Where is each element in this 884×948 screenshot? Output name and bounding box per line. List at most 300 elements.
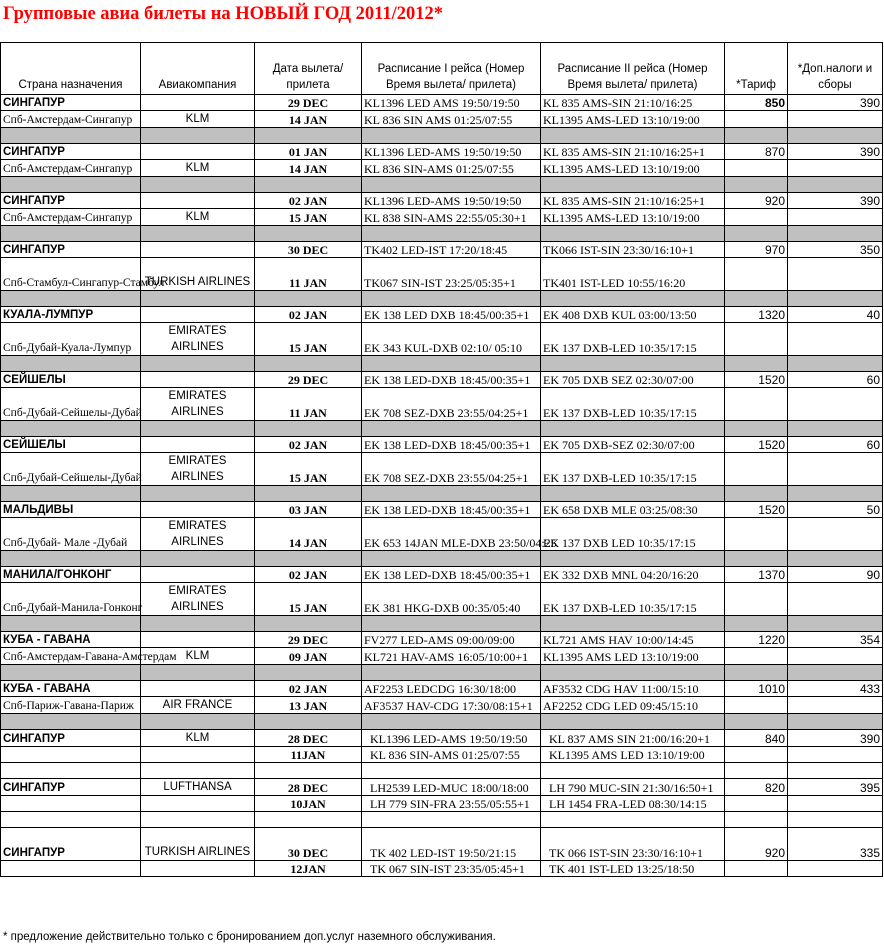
return-date-cell: 13 JAN — [255, 697, 362, 714]
separator-cell — [255, 714, 362, 730]
tariff-cell: 1220 — [725, 632, 788, 648]
fare-row — [1, 779, 883, 796]
departure-date-cell: 29 DEC — [255, 95, 362, 111]
tariff-cell — [725, 861, 788, 877]
schedule-2-outbound-cell: LH 790 MUC-SIN 21:30/16:50+1 — [541, 779, 725, 796]
destination-cell: МАНИЛА/ГОНКОНГ — [1, 567, 141, 583]
schedule-1-return-cell: LH 779 SIN-FRA 23:55/05:55+1 — [362, 796, 541, 812]
tax-cell — [788, 796, 883, 812]
separator-cell — [141, 128, 255, 144]
fare-row — [1, 95, 883, 111]
separator-row — [1, 486, 883, 502]
separator-cell — [725, 616, 788, 632]
separator-cell — [725, 551, 788, 567]
schedule-1-outbound-cell: EK 138 LED-DXB 18:45/00:35+1 — [362, 567, 541, 583]
separator-cell — [255, 763, 362, 779]
tax-cell — [788, 453, 883, 486]
separator-cell — [255, 421, 362, 437]
separator-cell — [1, 551, 141, 567]
tax-cell: 50 — [788, 502, 883, 518]
separator-cell — [362, 714, 541, 730]
airline-cell — [141, 193, 255, 209]
separator-cell — [362, 763, 541, 779]
header-schedule-1: Расписание I рейса (Номер Время вылета/ прилета) — [362, 43, 541, 95]
separator-cell — [1, 763, 141, 779]
schedule-1-return-cell: TK 067 SIN-IST 23:35/05:45+1 — [362, 861, 541, 877]
fare-row — [1, 209, 883, 226]
separator-cell — [725, 486, 788, 502]
separator-cell — [362, 226, 541, 242]
separator-cell — [541, 812, 725, 828]
fare-row — [1, 730, 883, 747]
fare-row — [1, 518, 883, 551]
route-cell: Спб-Стамбул-Сингапур-Стамбул — [1, 258, 141, 291]
route-cell: Спб-Амстердам-Сингапур — [1, 111, 141, 128]
tax-cell: 390 — [788, 193, 883, 209]
return-date-cell: 15 JAN — [255, 323, 362, 356]
route-cell: Спб-Дубай- Мале -Дубай — [1, 518, 141, 551]
separator-cell — [255, 226, 362, 242]
destination-cell: КУАЛА-ЛУМПУР — [1, 307, 141, 323]
separator-cell — [1, 128, 141, 144]
airline-cell — [141, 861, 255, 877]
return-date-cell: 14 JAN — [255, 111, 362, 128]
tax-cell — [788, 697, 883, 714]
page-title: Групповые авиа билеты на НОВЫЙ ГОД 2011/2012* — [3, 4, 444, 24]
tax-cell — [788, 111, 883, 128]
fare-row — [1, 861, 883, 877]
departure-date-cell: 28 DEC — [255, 730, 362, 747]
airline-cell: KLM — [141, 209, 255, 226]
schedule-1-outbound-cell: KL1396 LED-AMS 19:50/19:50 — [362, 144, 541, 160]
schedule-1-outbound-cell: KL1396 LED-AMS 19:50/19:50 — [362, 730, 541, 747]
separator-cell — [362, 486, 541, 502]
separator-row — [1, 177, 883, 193]
tax-cell: 390 — [788, 95, 883, 111]
schedule-1-return-cell: EK 708 SEZ-DXB 23:55/04:25+1 — [362, 453, 541, 486]
separator-cell — [1, 616, 141, 632]
separator-cell — [362, 812, 541, 828]
schedule-1-return-cell: EK 653 14JAN MLE-DXB 23:50/04:25 — [362, 518, 541, 551]
tax-cell: 354 — [788, 632, 883, 648]
separator-cell — [1, 177, 141, 193]
route-cell — [1, 861, 141, 877]
tax-cell: 40 — [788, 307, 883, 323]
tariff-cell — [725, 323, 788, 356]
airline-cell: KLM — [141, 730, 255, 747]
separator-cell — [788, 714, 883, 730]
separator-cell — [788, 763, 883, 779]
separator-cell — [141, 226, 255, 242]
schedule-1-return-cell: KL 836 SIN-AMS 01:25/07:55 — [362, 747, 541, 763]
separator-cell — [1, 486, 141, 502]
separator-row — [1, 665, 883, 681]
tariff-cell: 1320 — [725, 307, 788, 323]
separator-cell — [725, 763, 788, 779]
separator-cell — [362, 551, 541, 567]
separator-cell — [541, 763, 725, 779]
schedule-2-outbound-cell: TK 066 IST-SIN 23:30/16:10+1 — [541, 828, 725, 861]
departure-date-cell: 29 DEC — [255, 372, 362, 388]
separator-cell — [141, 616, 255, 632]
tax-cell: 60 — [788, 372, 883, 388]
separator-cell — [141, 421, 255, 437]
airline-cell — [141, 437, 255, 453]
separator-cell — [541, 486, 725, 502]
return-date-cell: 11JAN — [255, 747, 362, 763]
destination-cell: СИНГАПУР — [1, 730, 141, 747]
tax-cell — [788, 861, 883, 877]
tariff-cell: 1010 — [725, 681, 788, 697]
return-date-cell: 11 JAN — [255, 388, 362, 421]
schedule-2-return-cell: KL1395 AMS-LED 13:10/19:00 — [541, 160, 725, 177]
route-cell: Спб-Дубай-Сейшелы-Дубай — [1, 453, 141, 486]
route-cell: Спб-Амстердам-Сингапур — [1, 160, 141, 177]
schedule-1-return-cell: TK067 SIN-IST 23:25/05:35+1 — [362, 258, 541, 291]
destination-cell: СИНГАПУР — [1, 242, 141, 258]
schedule-2-outbound-cell: KL721 AMS HAV 10:00/14:45 — [541, 632, 725, 648]
separator-cell — [141, 763, 255, 779]
schedule-2-return-cell: AF2252 CDG LED 09:45/15:10 — [541, 697, 725, 714]
tax-cell: 90 — [788, 567, 883, 583]
separator-cell — [725, 714, 788, 730]
destination-cell: МАЛЬДИВЫ — [1, 502, 141, 518]
separator-row — [1, 763, 883, 779]
departure-date-cell: 30 DEC — [255, 242, 362, 258]
airline-cell: KLM — [141, 160, 255, 177]
separator-cell — [1, 714, 141, 730]
schedule-2-outbound-cell: KL 835 AMS-SIN 21:10/16:25 — [541, 95, 725, 111]
schedule-1-return-cell: KL721 HAV-AMS 16:05/10:00+1 — [362, 648, 541, 665]
separator-cell — [725, 665, 788, 681]
separator-cell — [541, 356, 725, 372]
tax-cell: 390 — [788, 144, 883, 160]
tax-cell — [788, 209, 883, 226]
fare-row — [1, 388, 883, 421]
tariff-cell: 970 — [725, 242, 788, 258]
tax-cell: 433 — [788, 681, 883, 697]
schedule-2-return-cell: KL1395 AMS-LED 13:10/19:00 — [541, 111, 725, 128]
tax-cell: 60 — [788, 437, 883, 453]
route-cell: Спб-Дубай-Куала-Лумпур — [1, 323, 141, 356]
header-schedule-2: Расписание II рейса (Номер Время вылета/ прилета) — [541, 43, 725, 95]
schedule-2-return-cell: EK 137 DXB-LED 10:35/17:15 — [541, 323, 725, 356]
departure-date-cell: 02 JAN — [255, 681, 362, 697]
separator-cell — [141, 665, 255, 681]
tax-cell: 350 — [788, 242, 883, 258]
airline-cell: AIR FRANCE — [141, 697, 255, 714]
schedule-2-return-cell: KL1395 AMS LED 13:10/19:00 — [541, 648, 725, 665]
tariff-cell — [725, 648, 788, 665]
separator-cell — [541, 421, 725, 437]
tariff-cell — [725, 518, 788, 551]
separator-cell — [141, 714, 255, 730]
schedule-2-return-cell: EK 137 DXB LED 10:35/17:15 — [541, 518, 725, 551]
airline-cell — [141, 502, 255, 518]
header-row — [1, 43, 883, 95]
separator-cell — [541, 665, 725, 681]
schedule-1-outbound-cell: KL1396 LED AMS 19:50/19:50 — [362, 95, 541, 111]
schedule-1-outbound-cell: AF2253 LEDCDG 16:30/18:00 — [362, 681, 541, 697]
separator-cell — [141, 486, 255, 502]
separator-cell — [1, 356, 141, 372]
separator-cell — [255, 291, 362, 307]
departure-date-cell: 28 DEC — [255, 779, 362, 796]
schedule-1-outbound-cell: FV277 LED-AMS 09:00/09:00 — [362, 632, 541, 648]
airline-cell — [141, 144, 255, 160]
separator-cell — [788, 128, 883, 144]
airline-cell — [141, 372, 255, 388]
separator-cell — [788, 291, 883, 307]
schedule-2-return-cell: EK 137 DXB-LED 10:35/17:15 — [541, 388, 725, 421]
destination-cell: КУБА - ГАВАНА — [1, 681, 141, 697]
destination-cell: СИНГАПУР — [1, 779, 141, 796]
airline-cell: TURKISH AIRLINES — [141, 828, 255, 861]
route-cell: Спб-Амстердам-Гавана-Амстердам — [1, 648, 141, 665]
route-cell — [1, 747, 141, 763]
destination-cell: СИНГАПУР — [1, 193, 141, 209]
separator-cell — [141, 812, 255, 828]
separator-cell — [788, 226, 883, 242]
tariff-cell: 1520 — [725, 502, 788, 518]
separator-cell — [725, 356, 788, 372]
separator-cell — [788, 812, 883, 828]
tariff-cell: 820 — [725, 779, 788, 796]
separator-cell — [541, 128, 725, 144]
return-date-cell: 15 JAN — [255, 453, 362, 486]
fare-row — [1, 583, 883, 616]
fare-row — [1, 437, 883, 453]
fare-row — [1, 144, 883, 160]
separator-cell — [788, 551, 883, 567]
schedule-2-outbound-cell: EK 408 DXB KUL 03:00/13:50 — [541, 307, 725, 323]
separator-row — [1, 356, 883, 372]
separator-cell — [362, 421, 541, 437]
separator-cell — [362, 665, 541, 681]
destination-cell: СИНГАПУР — [1, 95, 141, 111]
fare-row — [1, 453, 883, 486]
separator-cell — [255, 177, 362, 193]
tariff-cell — [725, 747, 788, 763]
fare-row — [1, 648, 883, 665]
schedule-2-outbound-cell: AF3532 CDG HAV 11:00/15:10 — [541, 681, 725, 697]
header-tax: *Доп.налоги и сборы — [788, 43, 883, 95]
airline-cell: EMIRATES AIRLINES — [141, 388, 255, 421]
tariff-cell — [725, 160, 788, 177]
separator-cell — [541, 291, 725, 307]
header-tariff: *Тариф — [725, 43, 788, 95]
destination-cell: СИНГАПУР — [1, 144, 141, 160]
tariff-cell: 850 — [725, 95, 788, 111]
separator-cell — [725, 128, 788, 144]
schedule-1-outbound-cell: TK402 LED-IST 17:20/18:45 — [362, 242, 541, 258]
separator-row — [1, 616, 883, 632]
schedule-1-return-cell: KL 838 SIN-AMS 22:55/05:30+1 — [362, 209, 541, 226]
fare-row — [1, 307, 883, 323]
separator-cell — [362, 128, 541, 144]
return-date-cell: 14 JAN — [255, 160, 362, 177]
tax-cell — [788, 518, 883, 551]
destination-cell: СЕЙШЕЛЫ — [1, 437, 141, 453]
tariff-cell: 1520 — [725, 437, 788, 453]
tax-cell: 395 — [788, 779, 883, 796]
schedule-2-outbound-cell: KL 835 AMS-SIN 21:10/16:25+1 — [541, 144, 725, 160]
schedule-2-outbound-cell: TK066 IST-SIN 23:30/16:10+1 — [541, 242, 725, 258]
separator-cell — [362, 291, 541, 307]
separator-cell — [541, 226, 725, 242]
separator-cell — [255, 551, 362, 567]
departure-date-cell: 30 DEC — [255, 828, 362, 861]
schedule-2-outbound-cell: EK 705 DXB SEZ 02:30/07:00 — [541, 372, 725, 388]
tariff-cell — [725, 388, 788, 421]
tariff-cell — [725, 697, 788, 714]
fares-table — [0, 42, 883, 877]
return-date-cell: 10JAN — [255, 796, 362, 812]
tax-cell: 390 — [788, 730, 883, 747]
fare-row — [1, 160, 883, 177]
tariff-cell: 920 — [725, 193, 788, 209]
schedule-2-outbound-cell: KL 837 AMS SIN 21:00/16:20+1 — [541, 730, 725, 747]
schedule-2-outbound-cell: EK 332 DXB MNL 04:20/16:20 — [541, 567, 725, 583]
separator-cell — [541, 551, 725, 567]
schedule-2-return-cell: TK401 IST-LED 10:55/16:20 — [541, 258, 725, 291]
tax-cell — [788, 323, 883, 356]
tariff-cell — [725, 453, 788, 486]
airline-cell: EMIRATES AIRLINES — [141, 583, 255, 616]
separator-cell — [255, 356, 362, 372]
separator-row — [1, 128, 883, 144]
fare-row — [1, 697, 883, 714]
separator-cell — [541, 616, 725, 632]
tariff-cell: 840 — [725, 730, 788, 747]
header-date: Дата вылета/прилета — [255, 43, 362, 95]
departure-date-cell: 02 JAN — [255, 437, 362, 453]
departure-date-cell: 02 JAN — [255, 193, 362, 209]
return-date-cell: 14 JAN — [255, 518, 362, 551]
airline-cell — [141, 747, 255, 763]
airline-cell: KLM — [141, 648, 255, 665]
airline-cell: EMIRATES AIRLINES — [141, 518, 255, 551]
header-destination: Страна назначения — [1, 43, 141, 95]
separator-cell — [1, 226, 141, 242]
route-cell: Спб-Париж-Гавана-Париж — [1, 697, 141, 714]
fare-row — [1, 828, 883, 861]
separator-cell — [255, 616, 362, 632]
departure-date-cell: 03 JAN — [255, 502, 362, 518]
return-date-cell: 15 JAN — [255, 583, 362, 616]
separator-cell — [788, 616, 883, 632]
destination-cell: СЕЙШЕЛЫ — [1, 372, 141, 388]
airline-cell — [141, 567, 255, 583]
fare-row — [1, 632, 883, 648]
schedule-1-return-cell: KL 836 SIN AMS 01:25/07:55 — [362, 111, 541, 128]
schedule-1-outbound-cell: EK 138 LED-DXB 18:45/00:35+1 — [362, 372, 541, 388]
route-cell: Спб-Дубай-Сейшелы-Дубай — [1, 388, 141, 421]
fare-row — [1, 681, 883, 697]
separator-cell — [141, 177, 255, 193]
fare-row — [1, 323, 883, 356]
departure-date-cell: 01 JAN — [255, 144, 362, 160]
separator-cell — [788, 421, 883, 437]
tariff-cell — [725, 796, 788, 812]
tariff-cell: 1370 — [725, 567, 788, 583]
fare-row — [1, 502, 883, 518]
return-date-cell: 11 JAN — [255, 258, 362, 291]
tariff-cell: 920 — [725, 828, 788, 861]
separator-row — [1, 421, 883, 437]
schedule-2-return-cell: TK 401 IST-LED 13:25/18:50 — [541, 861, 725, 877]
airline-cell: EMIRATES AIRLINES — [141, 453, 255, 486]
separator-row — [1, 551, 883, 567]
return-date-cell: 12JAN — [255, 861, 362, 877]
fare-row — [1, 796, 883, 812]
separator-cell — [788, 486, 883, 502]
tax-cell — [788, 160, 883, 177]
separator-cell — [725, 177, 788, 193]
fare-row — [1, 193, 883, 209]
departure-date-cell: 29 DEC — [255, 632, 362, 648]
separator-cell — [788, 665, 883, 681]
schedule-2-return-cell: KL1395 AMS-LED 13:10/19:00 — [541, 209, 725, 226]
schedule-2-return-cell: EK 137 DXB-LED 10:35/17:15 — [541, 453, 725, 486]
separator-cell — [362, 177, 541, 193]
separator-cell — [362, 356, 541, 372]
tax-cell — [788, 388, 883, 421]
schedule-2-outbound-cell: EK 658 DXB MLE 03:25/08:30 — [541, 502, 725, 518]
separator-cell — [725, 812, 788, 828]
separator-cell — [725, 421, 788, 437]
departure-date-cell: 02 JAN — [255, 307, 362, 323]
route-cell: Спб-Амстердам-Сингапур — [1, 209, 141, 226]
tariff-cell — [725, 258, 788, 291]
fare-row — [1, 111, 883, 128]
destination-cell: СИНГАПУР — [1, 828, 141, 861]
separator-cell — [255, 128, 362, 144]
fare-row — [1, 258, 883, 291]
tariff-cell — [725, 111, 788, 128]
departure-date-cell: 02 JAN — [255, 567, 362, 583]
airline-cell: KLM — [141, 111, 255, 128]
schedule-1-outbound-cell: TK 402 LED-IST 19:50/21:15 — [362, 828, 541, 861]
schedule-2-outbound-cell: KL 835 AMS-SIN 21:10/16:25+1 — [541, 193, 725, 209]
destination-cell: КУБА - ГАВАНА — [1, 632, 141, 648]
route-cell: Спб-Дубай-Манила-Гонконг — [1, 583, 141, 616]
separator-cell — [541, 177, 725, 193]
separator-cell — [255, 812, 362, 828]
tax-cell — [788, 747, 883, 763]
airline-cell: EMIRATES AIRLINES — [141, 323, 255, 356]
schedule-1-return-cell: EK 708 SEZ-DXB 23:55/04:25+1 — [362, 388, 541, 421]
schedule-1-return-cell: KL 836 SIN-AMS 01:25/07:55 — [362, 160, 541, 177]
schedule-2-return-cell: LH 1454 FRA-LED 08:30/14:15 — [541, 796, 725, 812]
airline-cell: LUFTHANSA — [141, 779, 255, 796]
separator-cell — [788, 356, 883, 372]
schedule-1-outbound-cell: EK 138 LED DXB 18:45/00:35+1 — [362, 307, 541, 323]
tax-cell: 335 — [788, 828, 883, 861]
separator-cell — [788, 177, 883, 193]
schedule-1-outbound-cell: KL1396 LED-AMS 19:50/19:50 — [362, 193, 541, 209]
separator-cell — [725, 226, 788, 242]
schedule-1-return-cell: EK 343 KUL-DXB 02:10/ 05:10 — [362, 323, 541, 356]
schedule-1-outbound-cell: EK 138 LED-DXB 18:45/00:35+1 — [362, 502, 541, 518]
separator-cell — [1, 665, 141, 681]
airline-cell: TURKISH AIRLINES — [141, 258, 255, 291]
tax-cell — [788, 648, 883, 665]
fare-row — [1, 242, 883, 258]
separator-cell — [141, 551, 255, 567]
tariff-cell — [725, 583, 788, 616]
schedule-1-outbound-cell: EK 138 LED-DXB 18:45/00:35+1 — [362, 437, 541, 453]
